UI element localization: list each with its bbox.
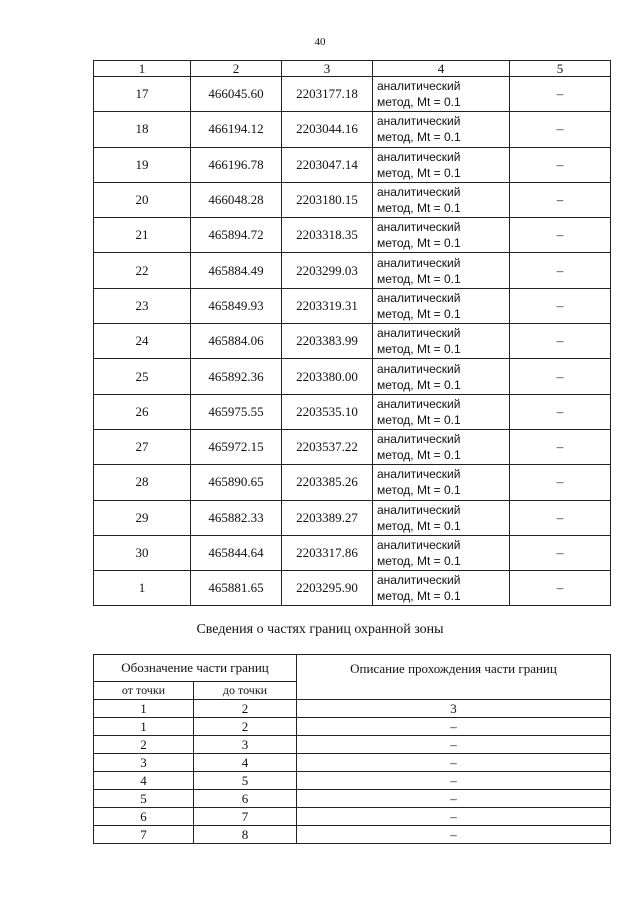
coordinate-x: 466048.28 [191,182,282,217]
column-number: 3 [297,700,611,718]
coordinates-table [93,60,611,606]
note-cell: – [510,218,611,253]
note-cell: – [510,112,611,147]
table-row [94,808,611,826]
table-row [94,324,611,359]
method-cell [373,571,510,606]
coordinate-x: 465894.72 [191,218,282,253]
to-point: 5 [194,772,297,790]
method-line: метод, Mt = 0.1 [377,589,461,604]
method-line: метод, Mt = 0.1 [377,377,461,392]
column-header: 5 [510,61,611,77]
method-line: метод, Mt = 0.1 [377,95,461,110]
method-line: аналитический [377,290,461,305]
note-cell: – [510,253,611,288]
parts-number-row [94,700,611,718]
to-point-header: до точки [194,682,297,700]
point-number: 24 [94,324,191,359]
description-cell: – [297,718,611,736]
table-row [94,500,611,535]
to-point: 2 [194,718,297,736]
coordinate-x: 465892.36 [191,359,282,394]
method-line: аналитический [377,361,461,376]
note-cell: – [510,324,611,359]
method-cell [373,429,510,464]
table-row [94,535,611,570]
method-line: метод, Mt = 0.1 [377,342,461,357]
method-line: аналитический [377,467,461,482]
column-header: 3 [282,61,373,77]
coordinate-y: 2203299.03 [282,253,373,288]
to-point: 6 [194,790,297,808]
note-cell: – [510,429,611,464]
method-cell [373,218,510,253]
method-line: метод, Mt = 0.1 [377,483,461,498]
method-line: аналитический [377,114,461,129]
coordinate-y: 2203537.22 [282,429,373,464]
method-line: аналитический [377,185,461,200]
column-number: 2 [194,700,297,718]
table-row [94,718,611,736]
table-row [94,736,611,754]
table-row [94,182,611,217]
method-line: аналитический [377,396,461,411]
coordinate-x: 466045.60 [191,77,282,112]
coordinate-y: 2203044.16 [282,112,373,147]
table-row [94,359,611,394]
method-line: аналитический [377,432,461,447]
point-number: 17 [94,77,191,112]
description-cell: – [297,772,611,790]
coordinate-y: 2203177.18 [282,77,373,112]
table-row [94,218,611,253]
note-cell: – [510,500,611,535]
from-point: 7 [94,826,194,844]
coordinate-y: 2203535.10 [282,394,373,429]
coordinate-x: 466194.12 [191,112,282,147]
coordinate-x: 465890.65 [191,465,282,500]
method-cell [373,288,510,323]
table-row [94,429,611,464]
coordinate-y: 2203317.86 [282,535,373,570]
method-cell [373,147,510,182]
from-point: 2 [94,736,194,754]
method-line: метод, Mt = 0.1 [377,130,461,145]
table-row [94,465,611,500]
method-line: метод, Mt = 0.1 [377,412,461,427]
method-line: метод, Mt = 0.1 [377,306,461,321]
method-cell [373,394,510,429]
method-cell [373,182,510,217]
note-cell: – [510,359,611,394]
coordinate-y: 2203385.26 [282,465,373,500]
note-cell: – [510,571,611,606]
method-cell [373,500,510,535]
point-number: 30 [94,535,191,570]
method-cell [373,359,510,394]
description-header: Описание прохождения части границ [297,655,611,700]
method-cell [373,465,510,500]
note-cell: – [510,147,611,182]
table-row [94,571,611,606]
point-number: 29 [94,500,191,535]
coordinate-x: 465881.65 [191,571,282,606]
coordinate-x: 465972.15 [191,429,282,464]
table-row [94,253,611,288]
point-number: 28 [94,465,191,500]
method-line: аналитический [377,79,461,94]
description-cell: – [297,790,611,808]
coordinate-y: 2203389.27 [282,500,373,535]
method-line: аналитический [377,502,461,517]
method-line: аналитический [377,326,461,341]
method-line: аналитический [377,255,461,270]
coordinate-x: 465844.64 [191,535,282,570]
group-header: Обозначение части границ [94,655,297,682]
point-number: 19 [94,147,191,182]
method-line: метод, Mt = 0.1 [377,518,461,533]
coordinates-header-row [94,61,611,77]
page-number: 40 [314,36,326,48]
section-title: Сведения о частях границ охранной зоны [196,622,444,637]
table-row [94,754,611,772]
point-number: 21 [94,218,191,253]
from-point: 4 [94,772,194,790]
point-number: 23 [94,288,191,323]
description-cell: – [297,808,611,826]
point-number: 22 [94,253,191,288]
note-cell: – [510,288,611,323]
column-number: 1 [94,700,194,718]
method-line: аналитический [377,538,461,552]
table-row [94,147,611,182]
point-number: 25 [94,359,191,394]
boundary-parts-table [93,654,611,844]
coordinate-x: 465884.06 [191,324,282,359]
coordinate-y: 2203047.14 [282,147,373,182]
from-point-header: от точки [94,682,194,700]
coordinate-y: 2203380.00 [282,359,373,394]
method-line: аналитический [377,573,461,588]
parts-header-row [94,655,611,682]
to-point: 4 [194,754,297,772]
method-line: метод, Mt = 0.1 [377,271,461,286]
point-number: 18 [94,112,191,147]
to-point: 3 [194,736,297,754]
from-point: 1 [94,718,194,736]
method-cell [373,324,510,359]
point-number: 1 [94,571,191,606]
column-header: 2 [191,61,282,77]
table-row [94,790,611,808]
coordinate-x: 465882.33 [191,500,282,535]
table-row [94,112,611,147]
method-line: аналитический [377,149,461,164]
point-number: 27 [94,429,191,464]
method-line: метод, Mt = 0.1 [377,165,461,180]
note-cell: – [510,394,611,429]
coordinate-y: 2203295.90 [282,571,373,606]
coordinate-x: 465975.55 [191,394,282,429]
coordinate-y: 2203318.35 [282,218,373,253]
method-line: метод, Mt = 0.1 [377,236,461,251]
method-line: метод, Mt = 0.1 [377,201,461,216]
point-number: 26 [94,394,191,429]
method-cell [373,253,510,288]
method-cell [373,535,510,570]
description-cell: – [297,736,611,754]
method-line: метод, Mt = 0.1 [377,554,461,568]
description-cell: – [297,826,611,844]
from-point: 5 [94,790,194,808]
table-row [94,288,611,323]
note-cell: – [510,465,611,500]
method-line: метод, Mt = 0.1 [377,448,461,463]
coordinate-y: 2203383.99 [282,324,373,359]
table-row [94,394,611,429]
coordinate-x: 465849.93 [191,288,282,323]
note-cell: – [510,182,611,217]
coordinate-y: 2203180.15 [282,182,373,217]
method-cell [373,77,510,112]
coordinate-x: 465884.49 [191,253,282,288]
point-number: 20 [94,182,191,217]
table-row [94,772,611,790]
note-cell: – [510,77,611,112]
table-row [94,826,611,844]
column-header: 4 [373,61,510,77]
from-point: 3 [94,754,194,772]
method-cell [373,112,510,147]
note-cell: – [510,535,611,570]
column-header: 1 [94,61,191,77]
description-cell: – [297,754,611,772]
method-line: аналитический [377,220,461,235]
to-point: 8 [194,826,297,844]
coordinate-x: 466196.78 [191,147,282,182]
table-row [94,77,611,112]
from-point: 6 [94,808,194,826]
coordinate-y: 2203319.31 [282,288,373,323]
to-point: 7 [194,808,297,826]
